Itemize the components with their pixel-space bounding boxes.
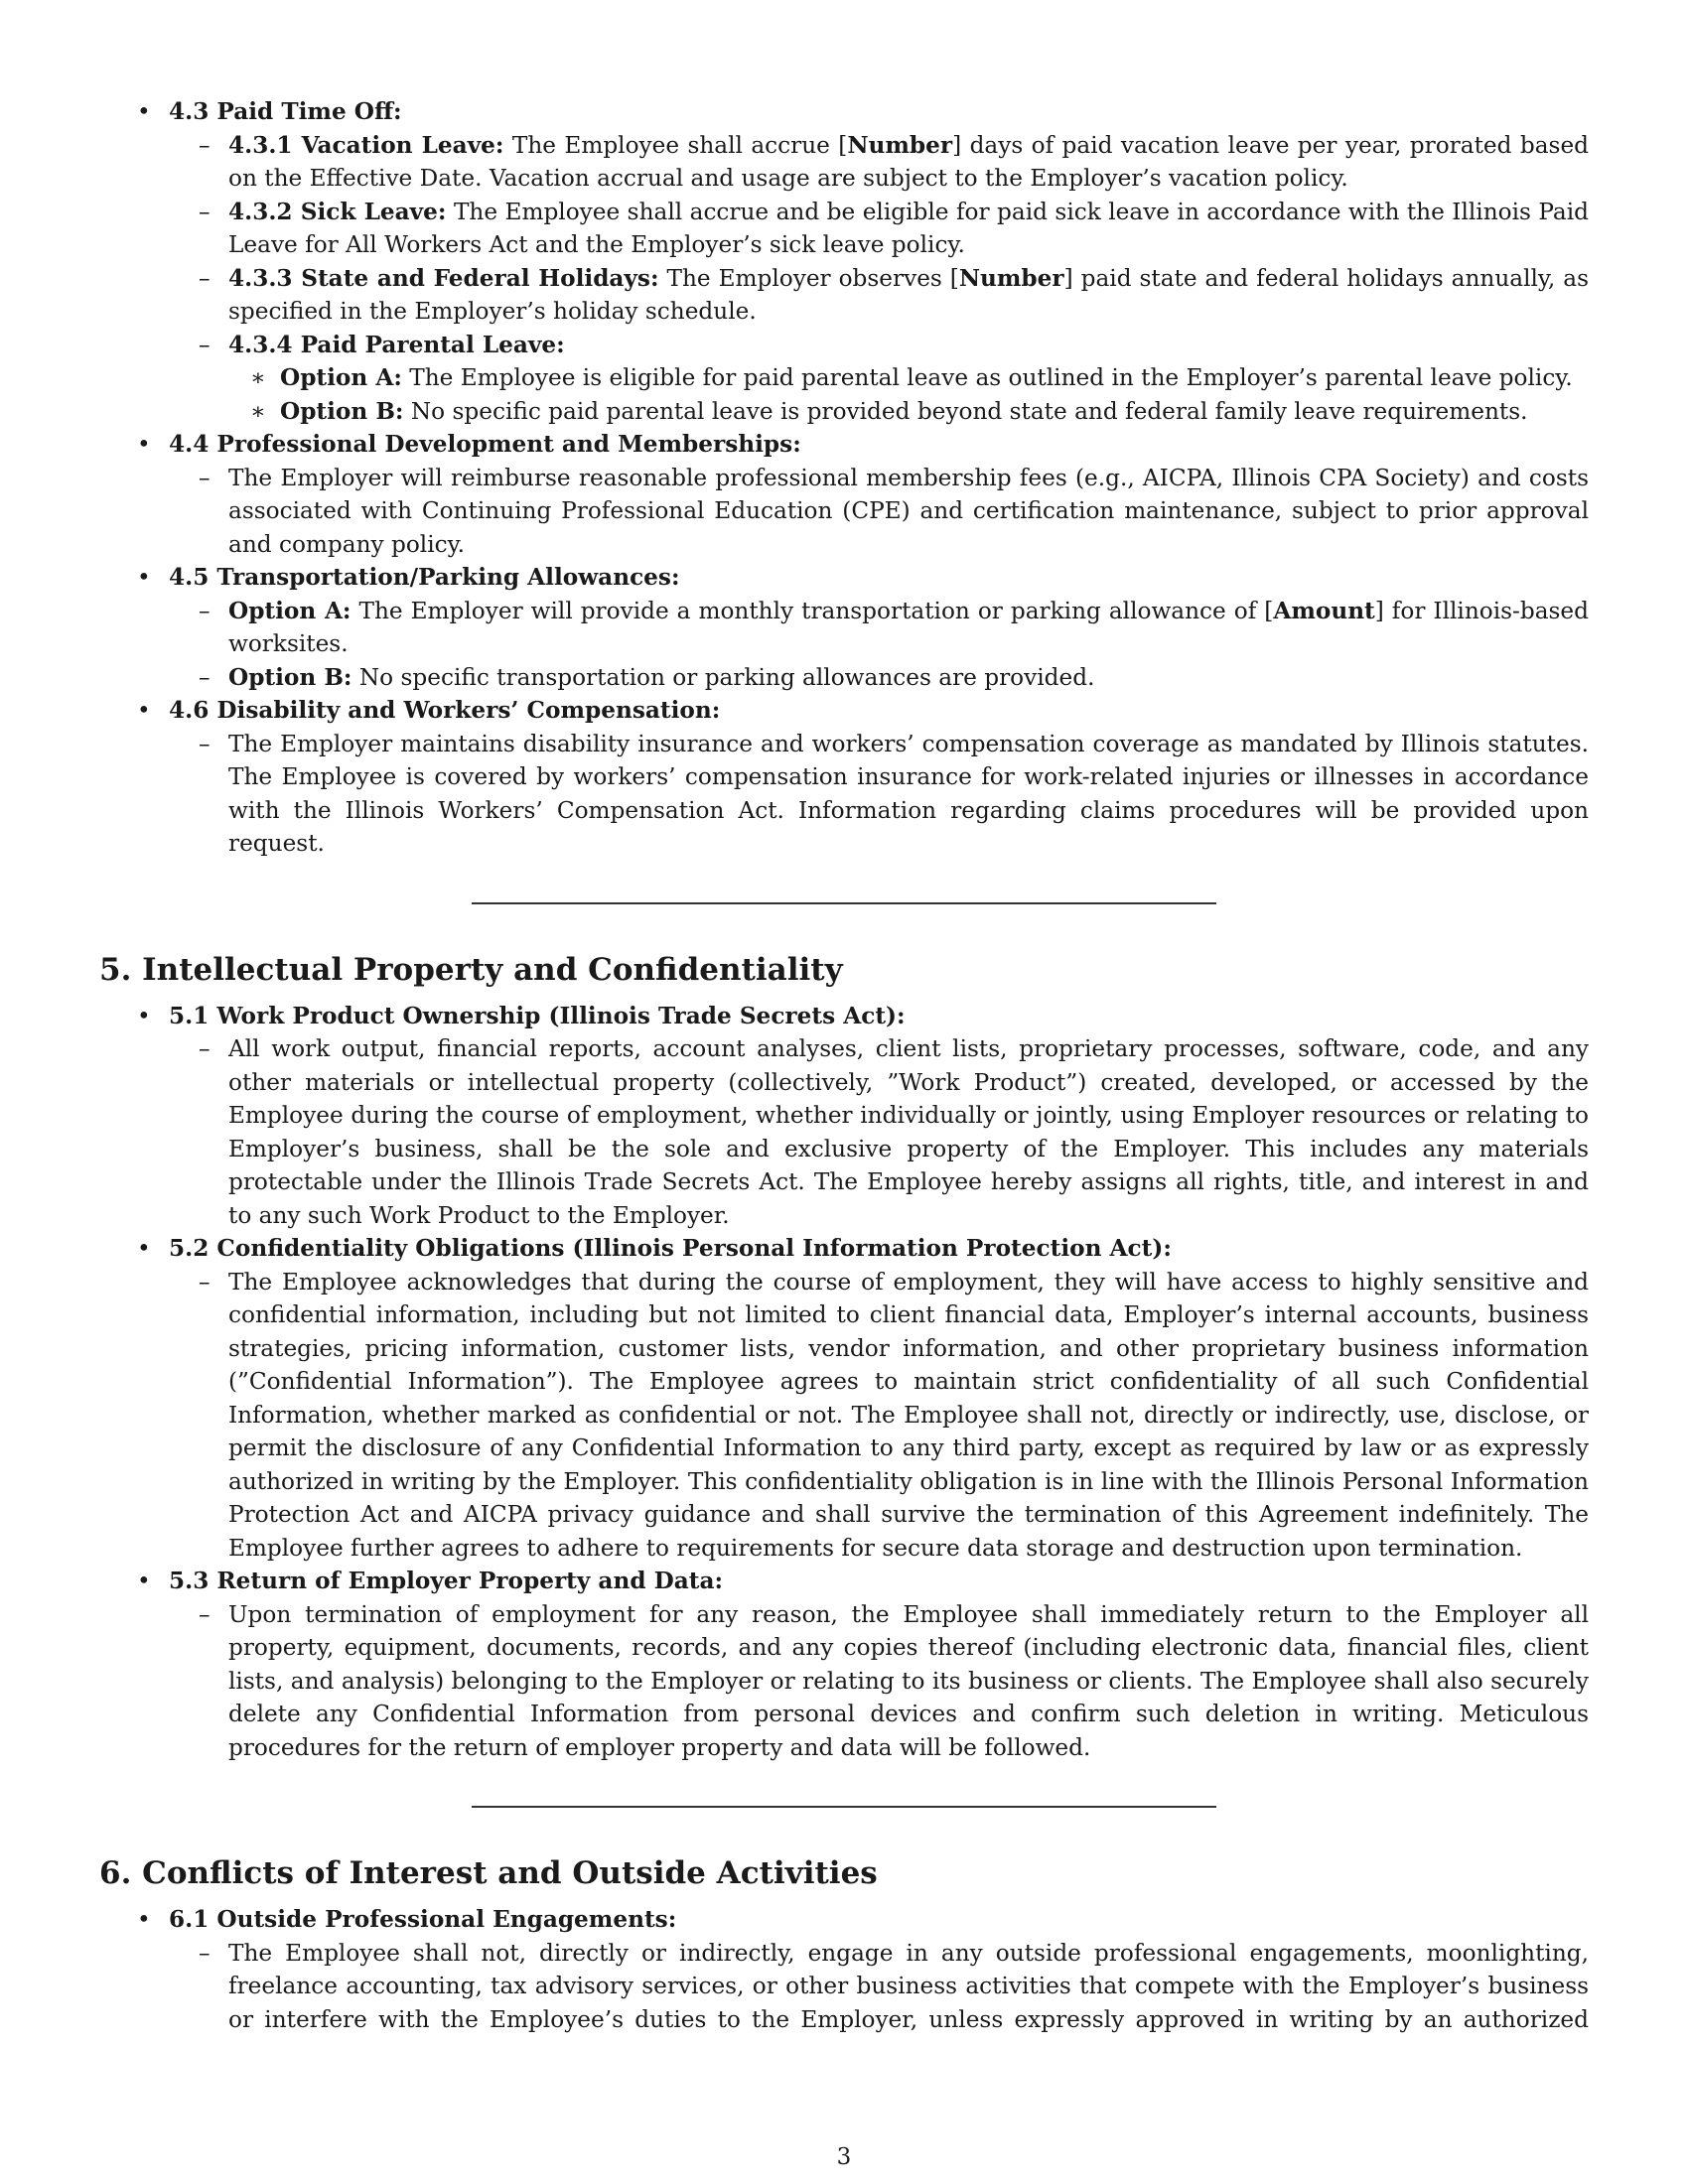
option-label: Option A: [280,364,402,391]
list-item [99,462,1589,562]
list-item [99,1598,1589,1765]
dash-icon: – [199,1600,211,1628]
section-title: 4.5 Transportation/Parking Allowances: [169,564,680,591]
asterisk-icon: ∗ [250,397,266,425]
item-label: 4.3.3 State and Federal Holidays: [228,264,659,292]
item-label: 4.3.4 Paid Parental Leave: [228,331,565,358]
list-item-4-3-2 [99,196,1589,262]
bullet-icon: • [137,98,151,125]
list-item-4-3-4 [99,329,1589,429]
section-5-2 [99,1232,1589,1565]
option-b [99,661,1589,695]
option-label: Option A: [228,597,352,624]
item-text: ] paid state and federal holidays annually, as specified in the Employer’s holiday schedule. [228,264,1589,325]
dash-icon: – [199,464,211,491]
item-text: The Employee shall accrue and be eligible for paid sick leave in accordance with the Illinois Paid Leave for All Workers Act and the Employer’s sick leave policy. [228,198,1590,258]
dash-icon: – [199,1268,211,1296]
section-6-1 [99,1903,1589,2036]
option-text: The Employer will provide a monthly transportation or parking allowance of [ [358,597,1274,624]
item-text: The Employer maintains disability insurance and workers’ compensation coverage as mandated by Illinois statutes. The Employee is covered by workers’ compensation insurance for work-related injuries or illnesses in accordance with the Illinois Workers’ Compensation Act. Information regarding claims procedures will be provided upon request. [228,730,1589,857]
option-label: Option B: [280,397,404,425]
section-5-3 [99,1565,1589,1764]
dash-icon: – [199,131,211,159]
option-b [99,395,1589,429]
option-a [99,595,1589,661]
bullet-icon: • [137,564,151,591]
item-text: ] days of paid vacation leave per year, prorated based on the Effective Date. Vacation accrual and usage are subject to the Employer’s vacation policy. [228,131,1590,192]
placeholder-field: Number [958,264,1064,292]
list-item [99,728,1589,861]
item-text: The Employer observes [ [666,264,959,292]
dash-icon: – [199,597,211,624]
section-title: 5.2 Confidentiality Obligations (Illinois Personal Information Protection Act): [169,1235,1172,1262]
section-4-5 [99,561,1589,694]
dash-icon: – [199,331,211,358]
section-title: 4.4 Professional Development and Memberships: [169,431,801,458]
item-text: All work output, financial reports, account analyses, client lists, proprietary processes, software, code, and any other materials or intellectual property (collectively, ”Work Product”) created, developed, or accessed by the Employee during the course of employment, whether individually or jointly, using Employer resources or relating to Employer’s business, shall be the sole and exclusive property of the Employer. This includes any materials protectable under the Illinois Trade Secrets Act. The Employee hereby assigns all rights, title, and interest in and to any such Work Product to the Employer. [228,1035,1589,1229]
section-title: 4.3 Paid Time Off: [169,98,402,125]
option-a [99,361,1589,395]
section-heading-5: 5. Intellectual Property and Confidentiality [99,951,843,988]
page-number: 3 [836,2144,852,2170]
section-4-4 [99,428,1589,561]
item-text: Upon termination of employment for any reason, the Employee shall immediately return to the Employer all property, equipment, documents, records, and any copies thereof (including electronic data, financial files, client lists, and analysis) belonging to the Employer or relating to its business or clients. The Employee shall also securely delete any Confidential Information from personal devices and confirm such deletion in writing. Meticulous procedures for the return of employer property and data will be followed. [228,1600,1589,1761]
bullet-icon: • [137,1906,151,1933]
asterisk-icon: ∗ [250,364,266,391]
section-4-6 [99,694,1589,861]
document-body [99,95,1589,2036]
option-text: The Employee is eligible for paid parental leave as outlined in the Employer’s parental leave policy. [409,364,1573,391]
dash-icon: – [199,663,211,691]
option-text: No specific transportation or parking allowances are provided. [358,663,1095,691]
section-4-3 [99,95,1589,428]
section-title: 5.1 Work Product Ownership (Illinois Trade Secrets Act): [169,1002,906,1029]
item-text: The Employee shall accrue [ [511,131,848,159]
list-item-4-3-3 [99,262,1589,329]
bullet-icon: • [137,431,151,458]
list-item [99,1266,1589,1566]
bullet-icon: • [137,1002,151,1029]
item-text: The Employer will reimburse reasonable professional membership fees (e.g., AICPA, Illinois CPA Society) and costs associated with Continuing Professional Education (CPE) and certification maintenance, subject to prior approval and company policy. [228,464,1589,558]
dash-icon: – [199,198,211,225]
bullet-icon: • [137,1235,151,1262]
option-text: ] for Illinois-based worksites. [228,597,1589,657]
item-label: 4.3.1 Vacation Leave: [228,131,504,159]
dash-icon: – [199,264,211,292]
list-item [99,1032,1589,1232]
item-text: The Employee shall not, directly or indirectly, engage in any outside professional engagements, moonlighting, freelance accounting, tax advisory services, or other business activities that compete with the Employer’s business or interfere with the Employee’s duties to the Employer, unless expressly approved in writing by an authorized [228,1939,1589,2033]
placeholder-field: Amount [1273,597,1375,624]
section-title: 5.3 Return of Employer Property and Data: [169,1568,724,1594]
item-text: The Employee acknowledges that during the course of employment, they will have access to highly sensitive and confidential information, including but not limited to client financial data, Employer’s internal accounts, business strategies, pricing information, customer lists, vendor information, and other proprietary business information (”Confidential Information”). The Employee agrees to maintain strict confidentiality of all such Confidential Information, whether marked as confidential or not. The Employee shall not, directly or indirectly, use, disclose, or permit the disclosure of any Confidential Information to any third party, except as required by law or as expressly authorized in writing by the Employer. This confidentiality obligation is in line with the Illinois Personal Information Protection Act and AICPA privacy guidance and shall survive the termination of this Agreement indefinitely. The Employee further agrees to adhere to requirements for secure data storage and destruction upon termination. [228,1268,1589,1562]
bullet-icon: • [137,697,151,724]
option-label: Option B: [228,663,352,691]
section-title: 6.1 Outside Professional Engagements: [169,1906,677,1933]
section-title: 4.6 Disability and Workers’ Compensation: [169,697,721,724]
dash-icon: – [199,1939,211,1967]
dash-icon: – [199,730,211,757]
list-item [99,1937,1589,2037]
item-label: 4.3.2 Sick Leave: [228,198,447,225]
section-5-1 [99,1000,1589,1233]
section-heading-6: 6. Conflicts of Interest and Outside Activities [99,1855,878,1891]
bullet-icon: • [137,1568,151,1594]
list-item-4-3-1 [99,129,1589,196]
dash-icon: – [199,1035,211,1062]
option-text: No specific paid parental leave is provided beyond state and federal family leave requirements. [410,397,1528,425]
placeholder-field: Number [847,131,953,159]
